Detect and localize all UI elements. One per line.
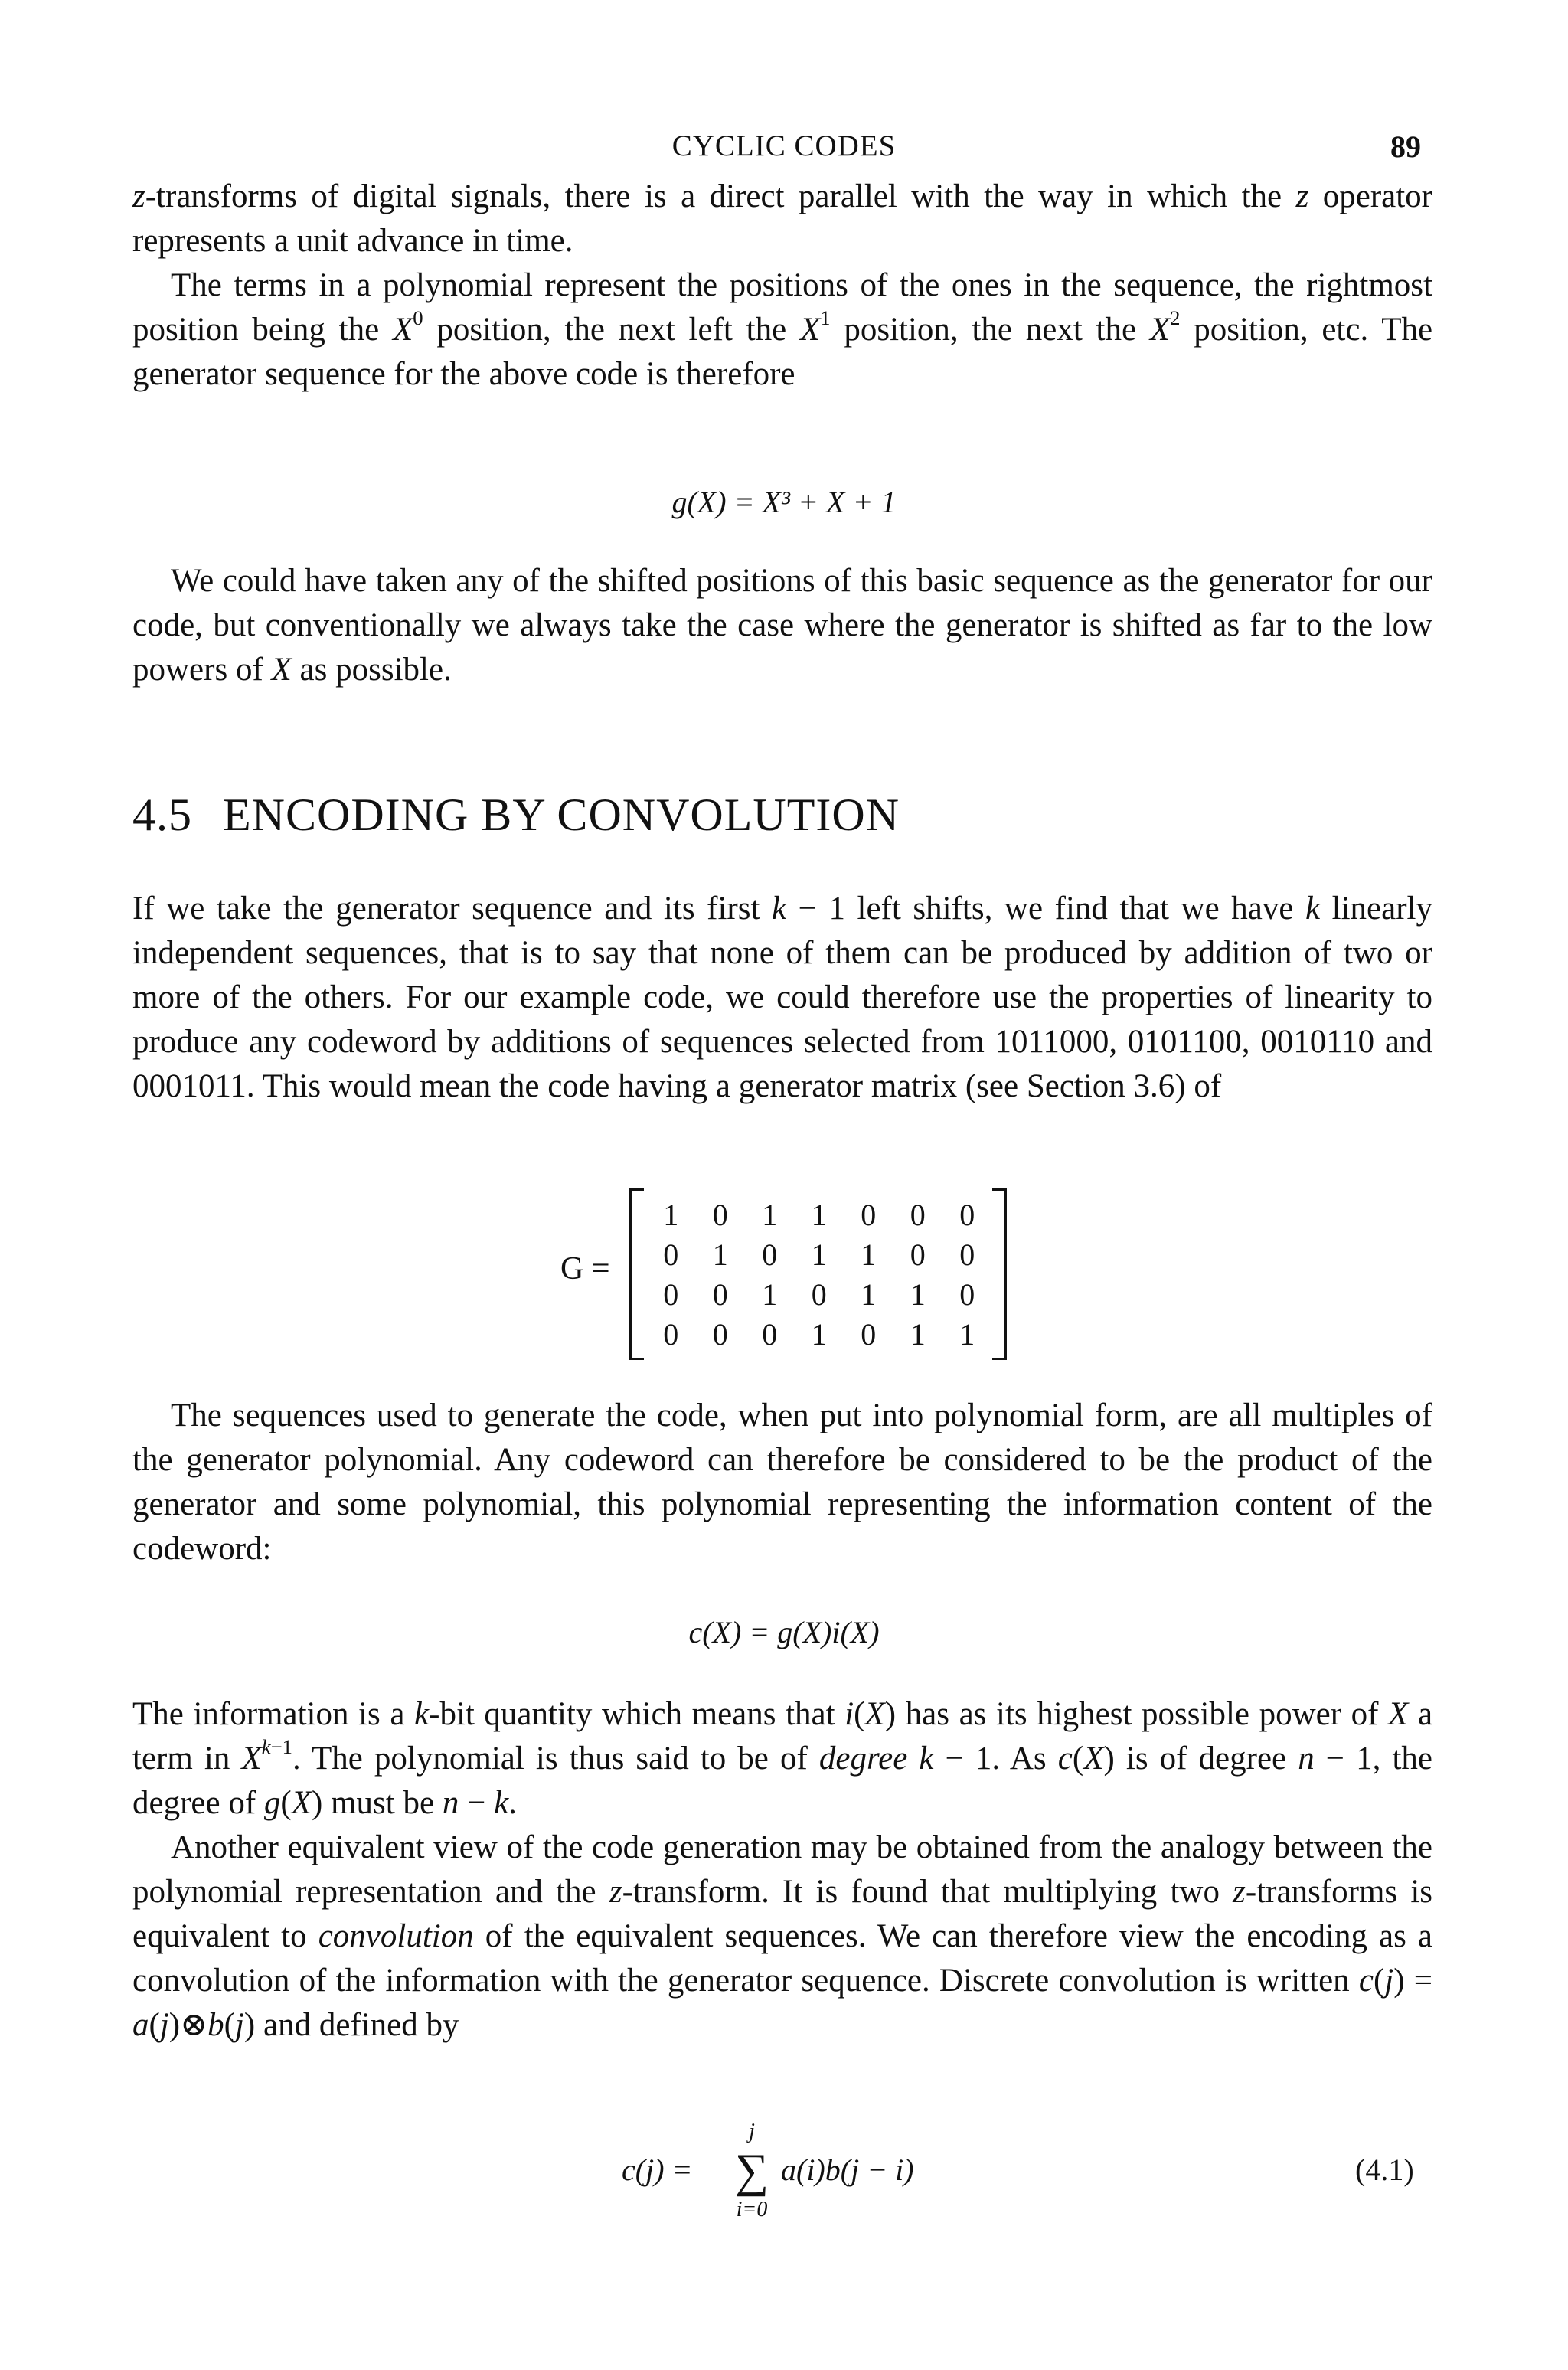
equation-lhs: c(j) = (622, 2153, 693, 2187)
matrix-cell: 1 (663, 1197, 679, 1232)
generator-equation: g(X) = X³ + X + 1 (671, 485, 897, 519)
matrix-cell: 0 (762, 1316, 778, 1352)
running-header: CYCLIC CODES (671, 129, 897, 162)
paragraph-multiples: The sequences used to generate the code, when put into polynomial form, are all multiples of the generator polynomial. Any codeword can therefore be considered to be the product of the generator and some polynomial, this polynomial representing the information content of the codeword: (132, 1397, 1432, 1567)
matrix-cell: 1 (910, 1316, 926, 1352)
summation-symbol (729, 2120, 775, 2222)
matrix-row (646, 1234, 992, 1274)
matrix-cell: 0 (861, 1316, 877, 1352)
matrix-cell: 0 (712, 1277, 728, 1312)
matrix-cell: 1 (712, 1237, 728, 1272)
codeword-equation: c(X) = g(X)i(X) (688, 1615, 880, 1649)
paragraph-positions: The terms in a polynomial represent the positions of the ones in the sequence, the rightmost position being the $X^0$ position, the next left the $X^1$ position, the next the $X^2$ position, etc. The generator sequence for the above code is therefore (132, 267, 1433, 392)
matrix-cell: 1 (959, 1316, 975, 1352)
matrix-cell: 0 (959, 1237, 975, 1272)
matrix-left-bracket (629, 1188, 644, 1360)
paragraph-convolution-intro: If we take the generator sequence and its first k − 1 left shifts, we find that we have k linearly independent sequences, that is to say that none of them can be produced by addition of two or more of the others. For our example code, we could therefore use the properties of linearity to produce any codeword by additions of sequences selected from 1011000, 0101100, 0010110 and 0001011. This would mean the code having a generator matrix (see Section 3.6) of (132, 891, 1432, 1104)
matrix-right-bracket (992, 1188, 1007, 1360)
matrix-cell: 0 (910, 1197, 926, 1232)
paragraph-shifted: We could have taken any of the shifted positions of this basic sequence as the generator for our code, but conventionally we always take the case where the generator is shifted as far to the low powers of X as possible. (132, 563, 1432, 688)
matrix-cell: 1 (861, 1277, 877, 1312)
matrix-cell: 1 (811, 1316, 827, 1352)
paragraph-continuation: z-transforms of digital signals, there is a direct parallel with the way in which the z operator represents a unit advance in time. (132, 178, 1432, 259)
matrix-label: G = (560, 1251, 610, 1286)
matrix-cell: 1 (910, 1277, 926, 1312)
sigma-icon: ∑ (734, 2145, 769, 2197)
sum-upper-limit: j (749, 2120, 755, 2143)
equation-rhs: a(i)b(j − i) (781, 2153, 914, 2187)
matrix-cell: 1 (811, 1197, 827, 1232)
matrix-cell: 1 (811, 1237, 827, 1272)
equation-number: (4.1) (1355, 2153, 1414, 2187)
page-number: 89 (1390, 129, 1421, 164)
matrix-cell: 0 (910, 1237, 926, 1272)
matrix-cell: 0 (959, 1277, 975, 1312)
matrix-cell: 0 (811, 1277, 827, 1312)
sum-lower-limit: i=0 (736, 2198, 768, 2221)
matrix-cell: 0 (712, 1316, 728, 1352)
matrix-cell: 1 (762, 1277, 778, 1312)
matrix-cell: 1 (762, 1197, 778, 1232)
matrix-cell: 0 (861, 1197, 877, 1232)
matrix-cell: 0 (959, 1197, 975, 1232)
matrix-cell: 0 (712, 1197, 728, 1232)
matrix-row (646, 1314, 992, 1354)
intro-text (132, 175, 1432, 397)
matrix-cell: 1 (861, 1237, 877, 1272)
generator-matrix (646, 1195, 992, 1354)
matrix-row (646, 1195, 992, 1234)
matrix-cell: 0 (663, 1277, 679, 1312)
section-heading: 4.5 ENCODING BY CONVOLUTION (132, 789, 900, 840)
paragraph-degree: The information is a k-bit quantity which means that i(X) has as its highest possible power of X a term in $X^{k-1}$. The polynomial is thus said to be of degree k − 1. As c(X) is of degree n − 1, the degree of g(X) must be n − k. Another equivalent view of the code generation may be obtained from the analogy between the polynomial representation and the z-transform. It is found that multiplying two z-transforms is equivalent to convolution of the equivalent sequences. We can therefore view the encoding as a convolution of the information with the generator sequence. Discrete convolution is written c(j) = a(j)⊗b(j) and defined by (132, 1692, 1432, 2048)
matrix-cell: 0 (663, 1237, 679, 1272)
matrix-cell: 0 (663, 1316, 679, 1352)
matrix-row (646, 1274, 992, 1314)
matrix-cell: 0 (762, 1237, 778, 1272)
paragraph-z-transform: Another equivalent view of the code generation may be obtained from the analogy between the polynomial representation and the z-transform. It is found that multiplying two z-transforms is equivalent to convolution of the equivalent sequences. We can therefore view the encoding as a convolution of the information with the generator sequence. Discrete convolution is written c(j) = a(j)⊗b(j) and defined by (132, 1829, 1433, 2043)
